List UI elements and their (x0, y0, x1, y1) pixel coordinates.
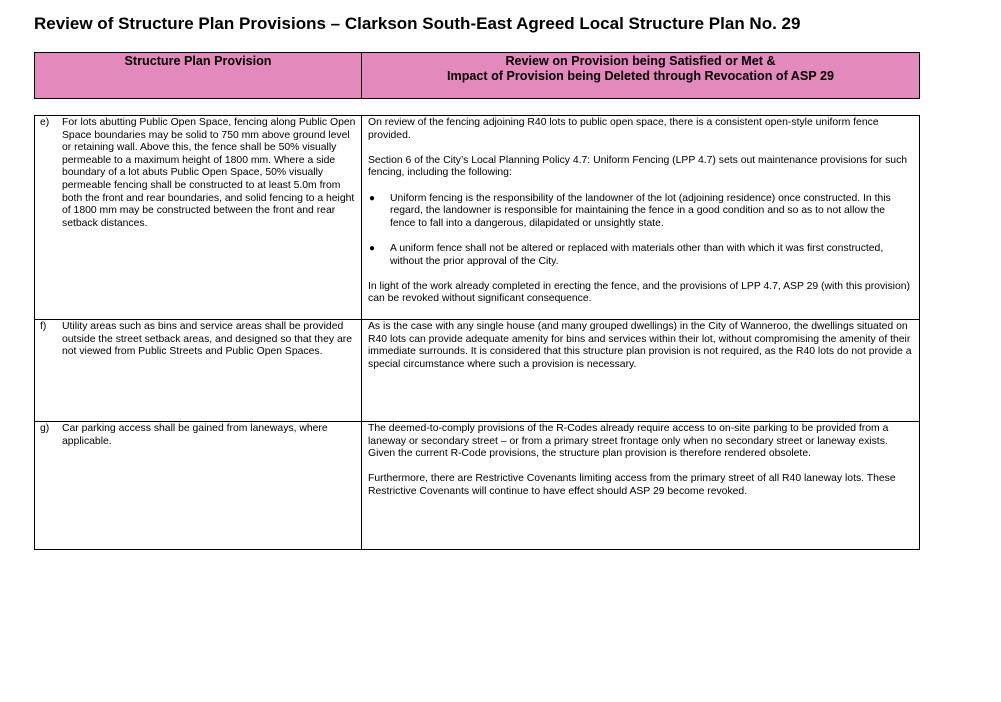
table-row (35, 320, 920, 422)
list-item (368, 243, 913, 268)
table-row (35, 422, 920, 550)
header-cell-review (362, 53, 920, 99)
provision-cell (35, 116, 362, 320)
provision-label: g) (40, 423, 50, 434)
review-paragraph: As is the case with any single house (and many grouped dwellings) in the City of Wanneroo, the dwellings situated on R40 lots can provide adequate amenity for bins and services within their lot, without compromising the amenity of their immediate surrounds. It is considered that this structure plan provision is not required, as the R40 lots do not provide a special circumstance where such a provision is necessary. (368, 321, 912, 370)
provision-text: For lots abutting Public Open Space, fencing along Public Open Space boundaries may be solid to 750 mm above ground level or retaining wall. Above this, the fence shall be 50% visually permeable to a maximum height of 1800 mm. Where a side boundary of a lot abuts Public Open Space, 50% visually permeable fencing shall be constructed to at least 5.0m from both the front and rear boundaries, and solid fencing to a height of 1800 mm may be constructed between the front and rear setback distances. (62, 117, 356, 229)
review-cell (362, 422, 920, 550)
provision-label: e) (40, 117, 50, 128)
provision-cell (35, 422, 362, 550)
provision-item (40, 117, 357, 230)
review-cell (362, 320, 920, 422)
review-paragraph: In light of the work already completed in erecting the fence, and the provisions of LPP 4.7, ASP 29 (with this provision) can be revoked without significant consequence. (368, 280, 910, 305)
provisions-table (34, 115, 920, 550)
review-cell (362, 116, 920, 320)
bullet-icon: ● (369, 242, 376, 254)
review-paragraph: Furthermore, there are Restrictive Covenants limiting access from the primary street of all R40 laneway lots. These Restrictive Covenants will continue to have effect should ASP 29 become revoked. (368, 473, 896, 497)
header-provision-label: Structure Plan Provision (124, 54, 272, 68)
review-paragraph: On review of the fencing adjoining R40 lots to public open space, there is a consistent open-style uniform fence provided. (368, 117, 879, 141)
header-review-line1: Review on Provision being Satisfied or Met & (505, 54, 776, 68)
page-title: Review of Structure Plan Provisions – Clarkson South-East Agreed Local Structure Plan No. 29 (34, 14, 801, 33)
provision-cell (35, 320, 362, 422)
bullet-text: Uniform fencing is the responsibility of the landowner of the lot (adjoining residence) once constructed. In this regard, the landowner is responsible for maintaining the fence in a good condition and so as to not allow the fence to fall into a dangerous, dilapidated or unsightly state. (390, 192, 891, 229)
review-paragraph: The deemed-to-comply provisions of the R-Codes already require access to on-site parking to be provided from a laneway or secondary street – or from a primary street frontage only when no secondary street or laneway exists. Given the current R-Code provisions, the structure plan provision is therefore rendered obsolete. (368, 423, 889, 460)
review-paragraph: Section 6 of the City’s Local Planning Policy 4.7: Uniform Fencing (LPP 4.7) sets out maintenance provisions for such fencing, including the following: (368, 154, 908, 179)
bullet-icon: ● (369, 192, 376, 204)
list-item (368, 193, 913, 231)
provision-item (40, 321, 357, 359)
table-row (35, 116, 920, 320)
provision-text: Utility areas such as bins and service areas shall be provided outside the street setback areas, and designed so that they are not viewed from Public Streets and Public Open Spaces. (62, 321, 352, 358)
bullet-text: A uniform fence shall not be altered or replaced with materials other than with which it was first constructed, without the prior approval of the City. (390, 242, 884, 267)
provision-label: f) (40, 321, 47, 332)
header-review-line2: Impact of Provision being Deleted through Revocation of ASP 29 (447, 69, 834, 83)
provision-item (40, 423, 357, 448)
header-cell-provision (35, 53, 362, 99)
table-header (34, 52, 920, 99)
header-row (35, 53, 920, 99)
review-bullet-list (368, 193, 913, 269)
provision-text: Car parking access shall be gained from laneways, where applicable. (62, 423, 328, 447)
